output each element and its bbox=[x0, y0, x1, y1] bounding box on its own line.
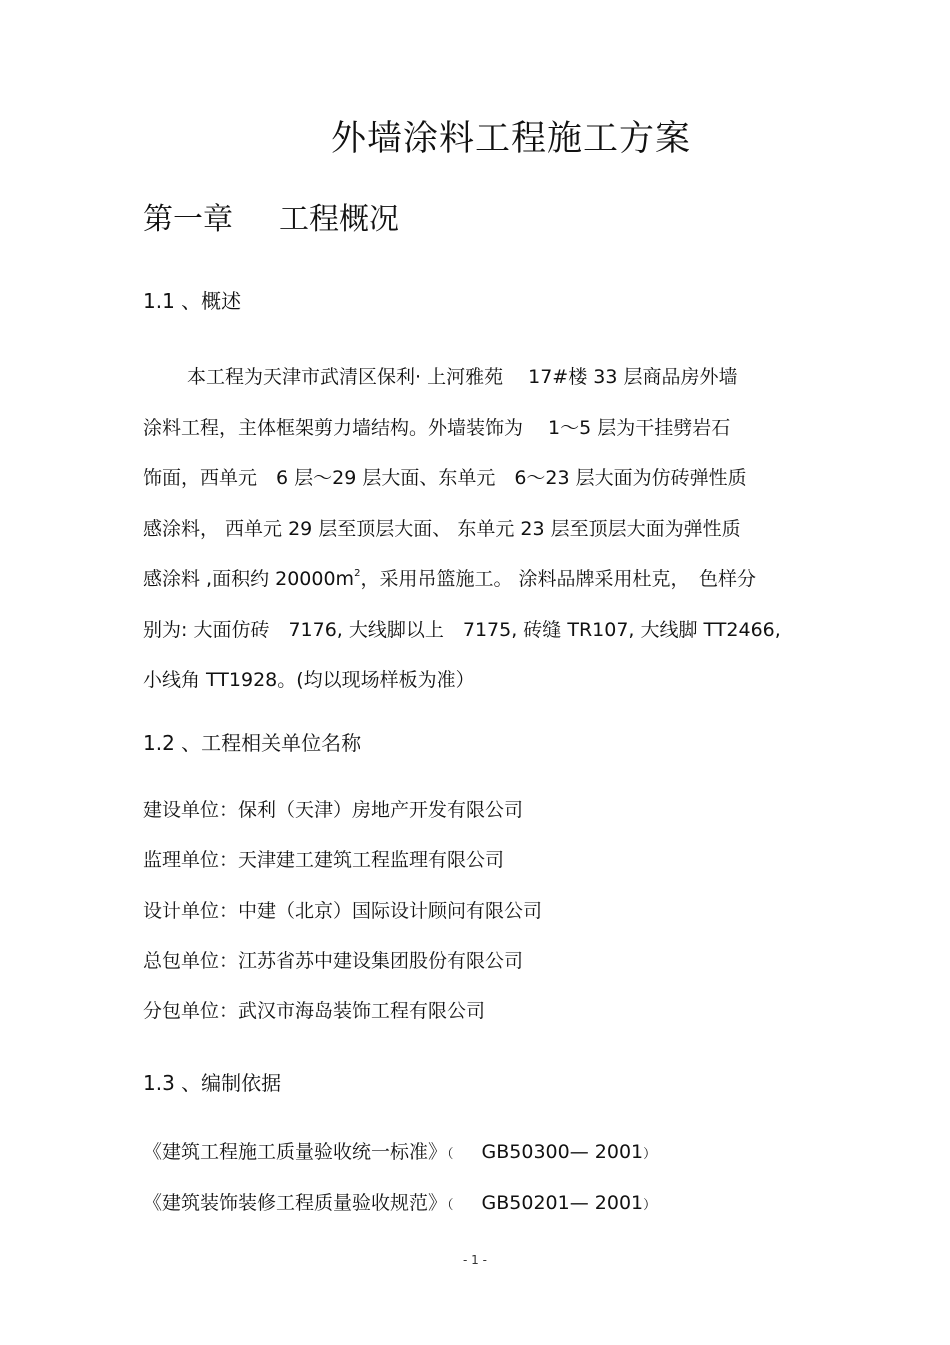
unit-line: 设计单位：中建（北京）国际设计顾问有限公司 bbox=[143, 900, 543, 922]
reference-line bbox=[143, 1188, 656, 1221]
reference-open-paren: （ bbox=[447, 1147, 454, 1162]
paragraph-line bbox=[143, 554, 813, 605]
paragraph-line: 本工程为天津市武清区保利· 上河雅苑 17#楼 33 层商品房外墙 bbox=[187, 366, 738, 388]
area-superscript: 2 bbox=[354, 568, 361, 579]
reference-title: 《建筑工程施工质量验收统一标准》 bbox=[143, 1141, 448, 1163]
unit-line: 分包单位：武汉市海岛装饰工程有限公司 bbox=[143, 1000, 486, 1022]
unit-line: 监理单位：天津建工建筑工程监理有限公司 bbox=[143, 849, 505, 871]
reference-close-paren: ） bbox=[643, 1147, 657, 1162]
chapter-heading bbox=[143, 196, 399, 244]
reference-code: GB50300— 2001 bbox=[481, 1141, 644, 1163]
section-heading-1-2: 1.2 、工程相关单位名称 bbox=[143, 731, 362, 755]
unit-line: 总包单位：江苏省苏中建设集团股份有限公司 bbox=[143, 950, 524, 972]
paragraph-line: 感涂料， 西单元 29 层至顶层大面、 东单元 23 层至顶层大面为弹性质 bbox=[143, 517, 741, 540]
reference-close-paren: ） bbox=[643, 1198, 657, 1213]
page-number: - 1 - bbox=[463, 1253, 487, 1267]
paragraph-line-tail: ，采用吊篮施工。 涂料品牌采用杜克， 色样分 bbox=[360, 568, 756, 590]
area-text: 感涂料 ,面积约 20000m bbox=[143, 568, 355, 590]
section-heading-1-3: 1.3 、编制依据 bbox=[143, 1071, 282, 1095]
document-title: 外墙涂料工程施工方案 bbox=[330, 119, 691, 159]
reference-open-paren: （ bbox=[447, 1198, 454, 1213]
paragraph-line: 别为: 大面仿砖 7176, 大线脚以上 7175, 砖缝 TR107, 大线脚 TT2466, bbox=[143, 618, 781, 641]
paragraph-line: 饰面，西单元 6 层～29 层大面、东单元 6～23 层大面为仿砖弹性质 bbox=[143, 467, 747, 489]
reference-title: 《建筑装饰装修工程质量验收规范》 bbox=[143, 1192, 448, 1214]
chapter-number: 第一章 bbox=[143, 202, 233, 237]
chapter-name: 工程概况 bbox=[279, 202, 399, 237]
paragraph-line: 涂料工程，主体框架剪力墙结构。外墙装饰为 1～5 层为干挂劈岩石 bbox=[143, 416, 731, 439]
section-heading-1-1: 1.1 、概述 bbox=[143, 289, 242, 313]
unit-line: 建设单位：保利（天津）房地产开发有限公司 bbox=[143, 799, 524, 821]
overview-paragraph bbox=[143, 352, 813, 706]
reference-code: GB50201— 2001 bbox=[481, 1192, 644, 1214]
paragraph-line: 小线角 TT1928。(均以现场样板为准） bbox=[143, 669, 475, 691]
reference-line bbox=[143, 1137, 656, 1170]
